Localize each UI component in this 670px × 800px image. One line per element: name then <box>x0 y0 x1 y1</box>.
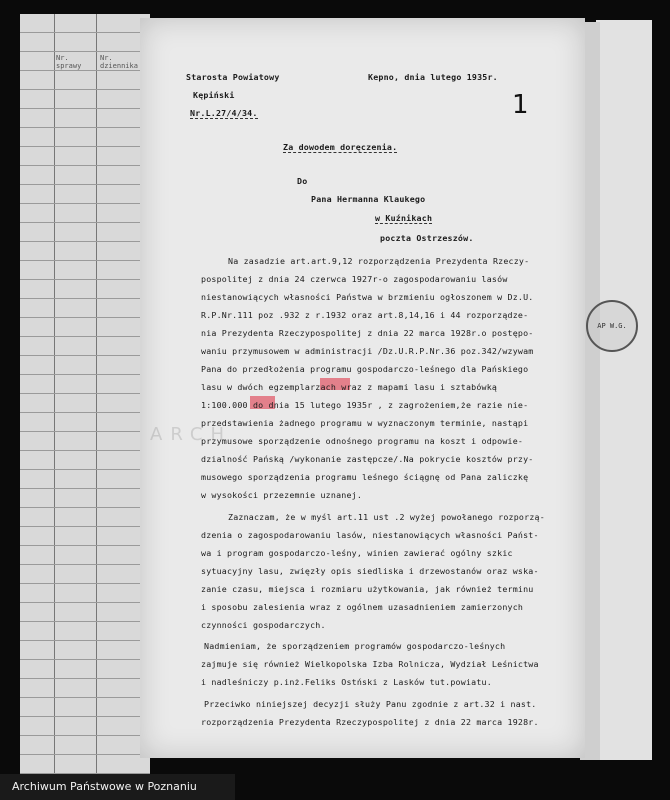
p1-line: przymusowe sporządzenie odnośnego programu na koszt i odpowie- <box>201 436 524 446</box>
p2-line: sytuacyjny lasu, zwięzły opis siedliska i drzewostanów oraz wska- <box>201 566 539 576</box>
office-line1: Starosta Powiatowy <box>186 72 280 82</box>
p2-line: zanie czasu, miejsca i rozmiaru użytkowania, jak również terminu <box>201 584 534 594</box>
office-line2: Kępiński <box>193 90 235 100</box>
addressee-post: poczta Ostrzeszów. <box>380 233 474 243</box>
p1-line: lasu w dwóch egzemplarzach wraz z mapami lasu i sztabówką <box>201 382 498 392</box>
addressee-to: Do <box>297 176 308 186</box>
p2-line: Zaznaczam, że w myśl art.11 ust .2 wyżej powołanego rozporzą- <box>228 512 545 522</box>
p1-line: Na zasadzie art.art.9,12 rozporządzenia Prezydenta Rzeczy- <box>228 256 530 266</box>
reference-number: Nr.L.27/4/34. <box>190 108 258 118</box>
p1-line: w wysokości przezemnie uznanej. <box>201 490 363 500</box>
p1-line: Pana do przedłożenia programu gospodarczo-leśnego dla Pańskiego <box>201 364 529 374</box>
p2-line: wa i program gospodarczo-leśny, winien zawierać ogólny szkic <box>201 548 513 558</box>
p1-line: dzialność Pańską /wykonanie zastępcze/.Na pokrycie kosztów przy- <box>201 454 534 464</box>
addressee-name: Pana Hermanna Klaukego <box>311 194 426 204</box>
ledger-col1-header: Nr. sprawy <box>56 54 82 70</box>
p3-line: zajmuje się również Wielkopolska Izba Rolnicza, Wydział Leśnictwa <box>201 659 539 669</box>
p4-line: Przeciwko niniejszej decyzji służy Panu zgodnie z art.32 i nast. <box>204 699 537 709</box>
p1-line: musowego sporządzenia programu leśnego ściągnę od Pana zaliczkę <box>201 472 529 482</box>
p3-line: Nadmieniam, że sporządzeniem programów gospodarczo-leśnych <box>204 641 506 651</box>
folio-number: 1 <box>512 90 529 120</box>
p1-line: waniu przymusowem w administracji /Dz.U.R.P.Nr.36 poz.342/wzywam <box>201 346 534 356</box>
watermark: ARCH <box>150 424 233 445</box>
p1-line: 1:100.000 do dnia 15 lutego 1935r , z zagrożeniem,że razie nie- <box>201 400 529 410</box>
p2-line: i sposobu zalesienia wraz z ogólnem uzasadnieniem zamierzonych <box>201 602 524 612</box>
addressee-place: w Kuźnikach <box>375 213 433 223</box>
back-sheet-edge <box>596 20 652 760</box>
p2-line: dzenia o zagospodarowaniu lasów, niestanowiących własności Państ- <box>201 530 539 540</box>
p1-line: przedstawienia żadnego programu w wyznaczonym terminie, nastąpi <box>201 418 529 428</box>
p1-line: R.P.Nr.111 poz .932 z r.1932 oraz art.8,14,16 i 44 rozporządze- <box>201 310 529 320</box>
ledger-sheet <box>20 14 150 774</box>
archive-stamp: AP W.G. <box>586 300 638 352</box>
p1-line: pospolitej z dnia 24 czerwca 1927r-o zagospodarowaniu lasów <box>201 274 508 284</box>
p2-line: czynności gospodarczych. <box>201 620 326 630</box>
p4-line: rozporządzenia Prezydenta Rzeczypospolitej z dnia 22 marca 1928r. <box>201 717 539 727</box>
archive-label: Archiwum Państwowe w Poznaniu <box>0 774 235 800</box>
p1-line: nia Prezydenta Rzeczypospolitej z dnia 22 marca 1928r.o postępo- <box>201 328 534 338</box>
place-date: Kepno, dnia lutego 1935r. <box>368 72 498 82</box>
delivery-note: Za dowodem doręczenia. <box>283 142 398 152</box>
p1-line: niestanowiących własności Państwa w brzmieniu ogłoszonem w Dz.U. <box>201 292 534 302</box>
ledger-col2-header: Nr. dziennika <box>100 54 138 70</box>
p3-line: i nadleśniczy p.inż.Feliks Ostński z Lasków tut.powiatu. <box>201 677 492 687</box>
